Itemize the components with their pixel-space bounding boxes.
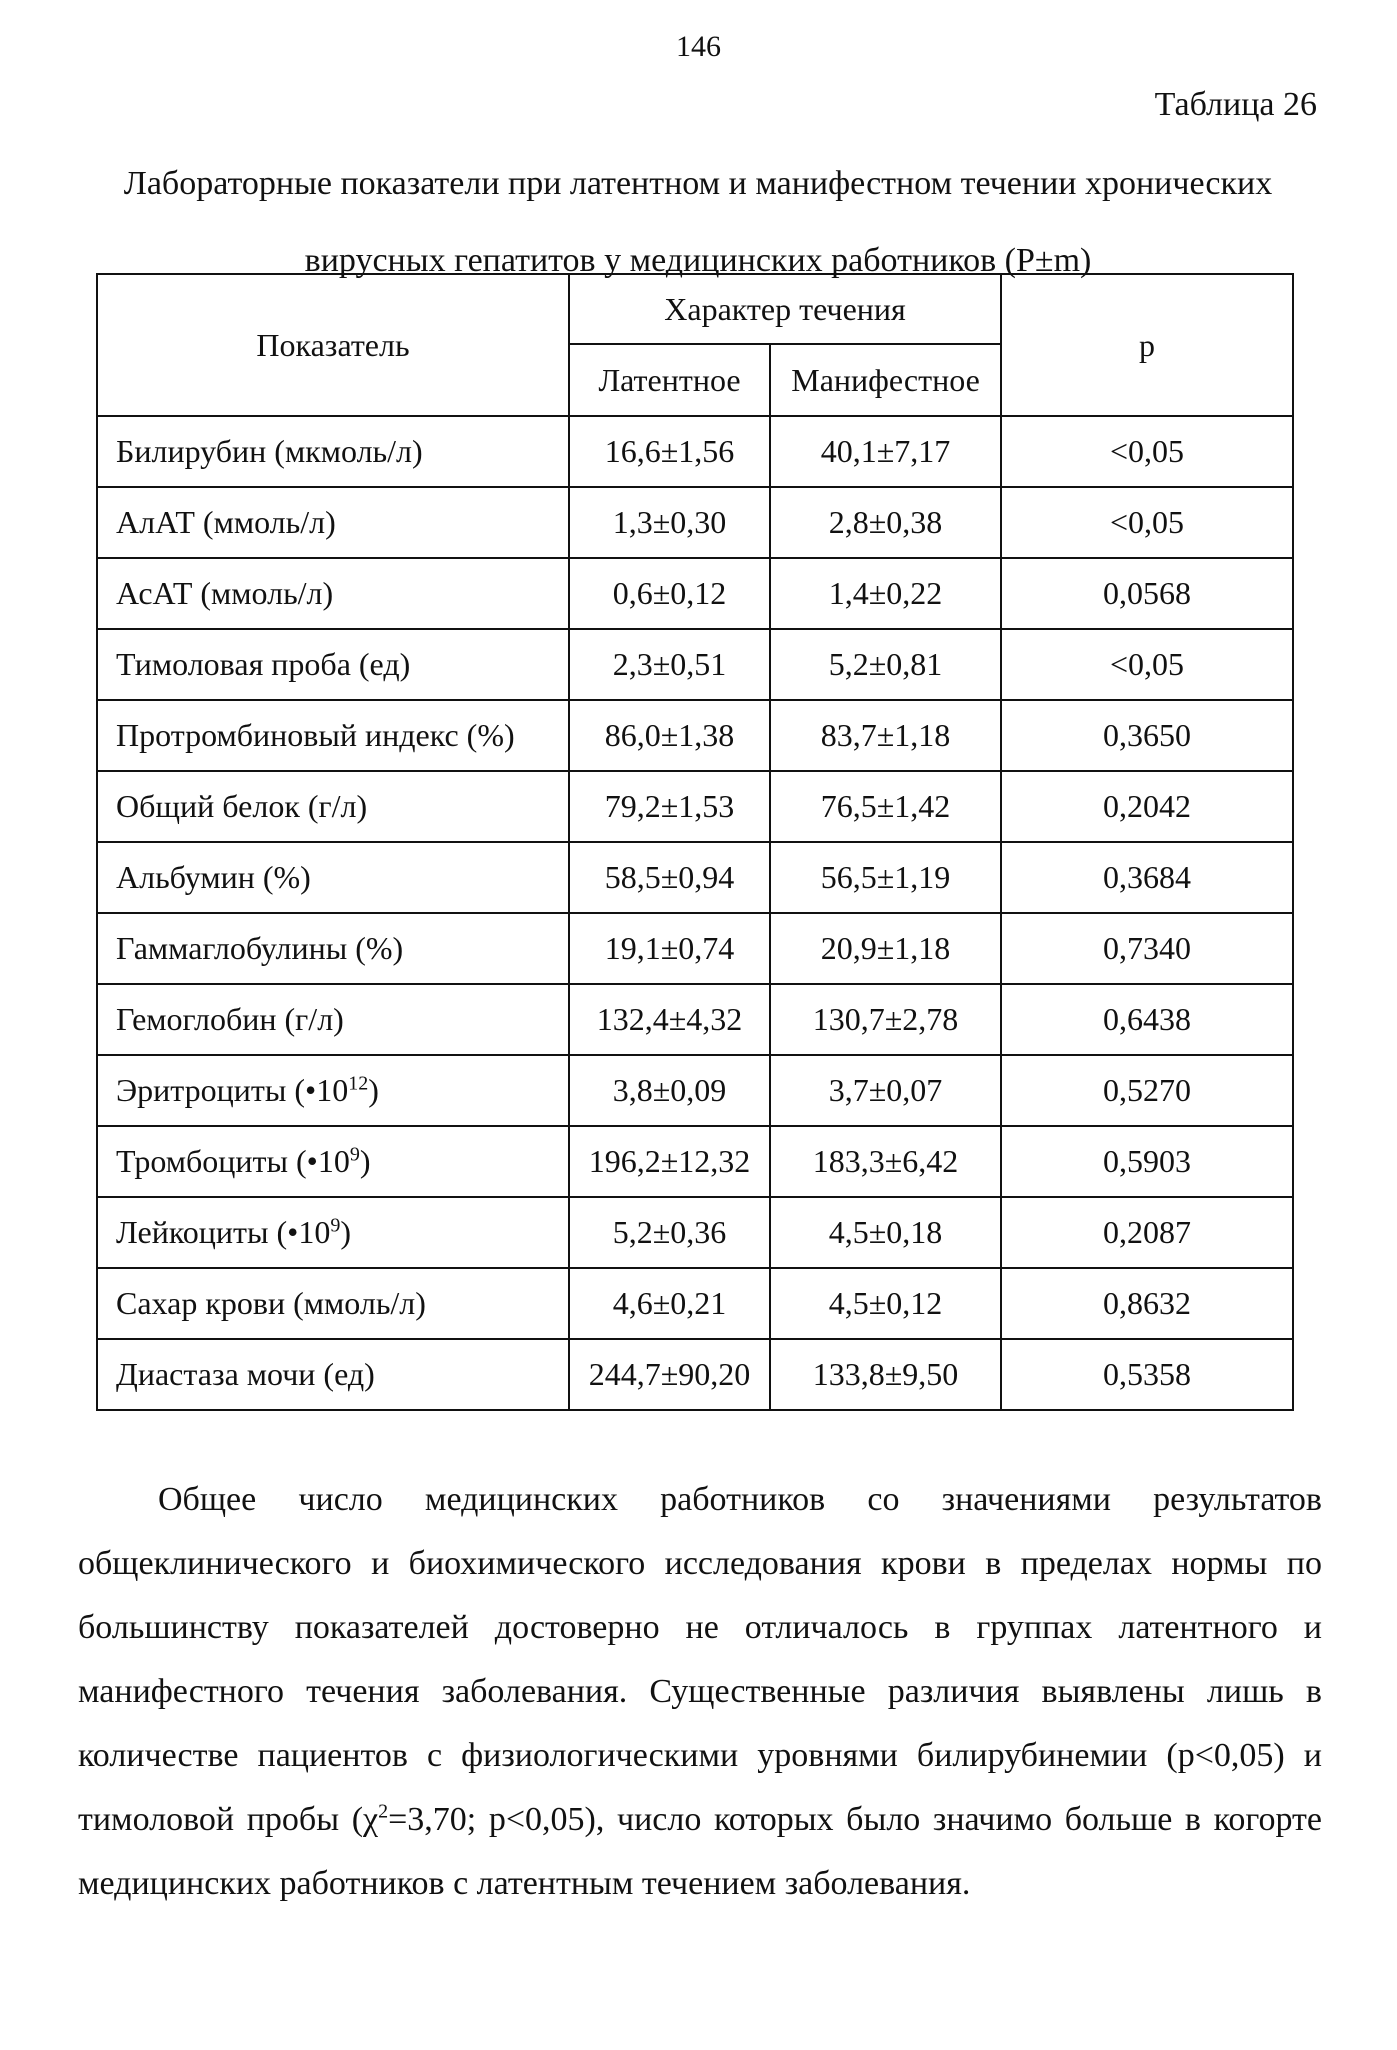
cell-manifest: 5,2±0,81 (770, 629, 1001, 700)
cell-latent: 2,3±0,51 (569, 629, 770, 700)
parameter-exponent: 9 (330, 1214, 341, 1237)
cell-parameter (97, 984, 569, 1055)
parameter-suffix: ) (340, 1214, 351, 1250)
table-row (97, 842, 1293, 913)
cell-p-value: 0,3650 (1001, 700, 1293, 771)
paragraph-text-part1: Общее число медицинских работников со значениями результатов общеклинического и биохимического исследования крови в пределах нормы по большинству показателей достоверно не отличалось в группах латентного и манифестного течения заболевания. Существенные различия выявлены лишь в количестве пациентов с физиологическими уровнями билирубинемии (p<0,05) и тимоловой пробы (χ (78, 1481, 1322, 1838)
parameter-name: АлАТ (ммоль/л) (116, 504, 336, 540)
parameter-name: Общий белок (г/л) (116, 788, 368, 824)
parameter-name: Билирубин (мкмоль/л) (116, 433, 423, 469)
cell-latent: 86,0±1,38 (569, 700, 770, 771)
cell-p-value: 0,0568 (1001, 558, 1293, 629)
cell-parameter (97, 416, 569, 487)
cell-p-value: 0,3684 (1001, 842, 1293, 913)
cell-p-value: 0,2087 (1001, 1197, 1293, 1268)
table-row (97, 1197, 1293, 1268)
cell-manifest: 56,5±1,19 (770, 842, 1001, 913)
cell-parameter (97, 629, 569, 700)
cell-p-value: 0,6438 (1001, 984, 1293, 1055)
table-row (97, 1055, 1293, 1126)
cell-parameter (97, 1055, 569, 1126)
parameter-exponent: 9 (349, 1143, 360, 1166)
table-row (97, 558, 1293, 629)
cell-latent: 79,2±1,53 (569, 771, 770, 842)
table-row (97, 1339, 1293, 1410)
table-row (97, 700, 1293, 771)
cell-manifest: 4,5±0,18 (770, 1197, 1001, 1268)
cell-latent: 244,7±90,20 (569, 1339, 770, 1410)
parameter-name: АсАТ (ммоль/л) (116, 575, 334, 611)
cell-latent: 132,4±4,32 (569, 984, 770, 1055)
cell-p-value: 0,5358 (1001, 1339, 1293, 1410)
parameter-name: Тромбоциты (•10 (116, 1143, 350, 1179)
cell-manifest: 4,5±0,12 (770, 1268, 1001, 1339)
lab-results-table (96, 273, 1294, 1411)
cell-parameter (97, 1197, 569, 1268)
cell-latent: 58,5±0,94 (569, 842, 770, 913)
table-row (97, 1126, 1293, 1197)
cell-p-value: <0,05 (1001, 416, 1293, 487)
table-body (97, 416, 1293, 1410)
paragraph-text-part2: =3,70; p<0,05), число которых было значимо больше в когорте медицинских работников с латентным течением заболевания. (78, 1801, 1322, 1902)
table-label: Таблица 26 (1154, 86, 1317, 123)
page-number: 146 (676, 30, 721, 63)
cell-parameter (97, 771, 569, 842)
cell-latent: 4,6±0,21 (569, 1268, 770, 1339)
parameter-name: Гемоглобин (г/л) (116, 1001, 344, 1037)
header-latent: Латентное (569, 344, 770, 416)
header-manifest: Манифестное (770, 344, 1001, 416)
cell-parameter (97, 1126, 569, 1197)
parameter-name: Протромбиновый индекс (%) (116, 717, 515, 753)
cell-manifest: 133,8±9,50 (770, 1339, 1001, 1410)
table-row (97, 1268, 1293, 1339)
table-row (97, 487, 1293, 558)
cell-manifest: 40,1±7,17 (770, 416, 1001, 487)
header-course-type: Характер течения (569, 274, 1001, 344)
cell-manifest: 3,7±0,07 (770, 1055, 1001, 1126)
cell-latent: 1,3±0,30 (569, 487, 770, 558)
parameter-name: Лейкоциты (•10 (116, 1214, 331, 1250)
cell-parameter (97, 700, 569, 771)
cell-latent: 16,6±1,56 (569, 416, 770, 487)
parameter-name: Сахар крови (ммоль/л) (116, 1285, 426, 1321)
table-row (97, 984, 1293, 1055)
cell-p-value: 0,2042 (1001, 771, 1293, 842)
parameter-suffix: ) (368, 1072, 379, 1108)
parameter-name: Эритроциты (•10 (116, 1072, 349, 1108)
cell-p-value: <0,05 (1001, 629, 1293, 700)
cell-p-value: 0,7340 (1001, 913, 1293, 984)
cell-latent: 3,8±0,09 (569, 1055, 770, 1126)
cell-p-value: 0,5270 (1001, 1055, 1293, 1126)
cell-manifest: 83,7±1,18 (770, 700, 1001, 771)
cell-parameter (97, 913, 569, 984)
table-row (97, 629, 1293, 700)
cell-latent: 5,2±0,36 (569, 1197, 770, 1268)
cell-p-value: <0,05 (1001, 487, 1293, 558)
cell-latent: 19,1±0,74 (569, 913, 770, 984)
cell-latent: 196,2±12,32 (569, 1126, 770, 1197)
cell-parameter (97, 1268, 569, 1339)
cell-manifest: 20,9±1,18 (770, 913, 1001, 984)
cell-manifest: 130,7±2,78 (770, 984, 1001, 1055)
parameter-exponent: 12 (348, 1072, 369, 1095)
cell-parameter (97, 558, 569, 629)
parameter-name: Гаммаглобулины (%) (116, 930, 404, 966)
paragraph-superscript: 2 (378, 1800, 389, 1823)
header-parameter: Показатель (97, 274, 569, 416)
cell-manifest: 1,4±0,22 (770, 558, 1001, 629)
table-caption: Лабораторные показатели при латентном и манифестном течении хронических вирусных гепатитов у медицинских работников (P±m) (123, 165, 1273, 279)
cell-parameter (97, 1339, 569, 1410)
cell-p-value: 0,5903 (1001, 1126, 1293, 1197)
cell-manifest: 183,3±6,42 (770, 1126, 1001, 1197)
cell-latent: 0,6±0,12 (569, 558, 770, 629)
table-row (97, 913, 1293, 984)
cell-parameter (97, 842, 569, 913)
table-row (97, 771, 1293, 842)
cell-manifest: 2,8±0,38 (770, 487, 1001, 558)
cell-parameter (97, 487, 569, 558)
parameter-name: Тимоловая проба (ед) (116, 646, 411, 682)
cell-p-value: 0,8632 (1001, 1268, 1293, 1339)
body-paragraph (78, 1468, 1322, 1916)
cell-manifest: 76,5±1,42 (770, 771, 1001, 842)
header-p-value: p (1001, 274, 1293, 416)
parameter-name: Диастаза мочи (ед) (116, 1356, 375, 1392)
parameter-suffix: ) (359, 1143, 371, 1179)
parameter-name: Альбумин (%) (116, 859, 311, 895)
table-row (97, 416, 1293, 487)
